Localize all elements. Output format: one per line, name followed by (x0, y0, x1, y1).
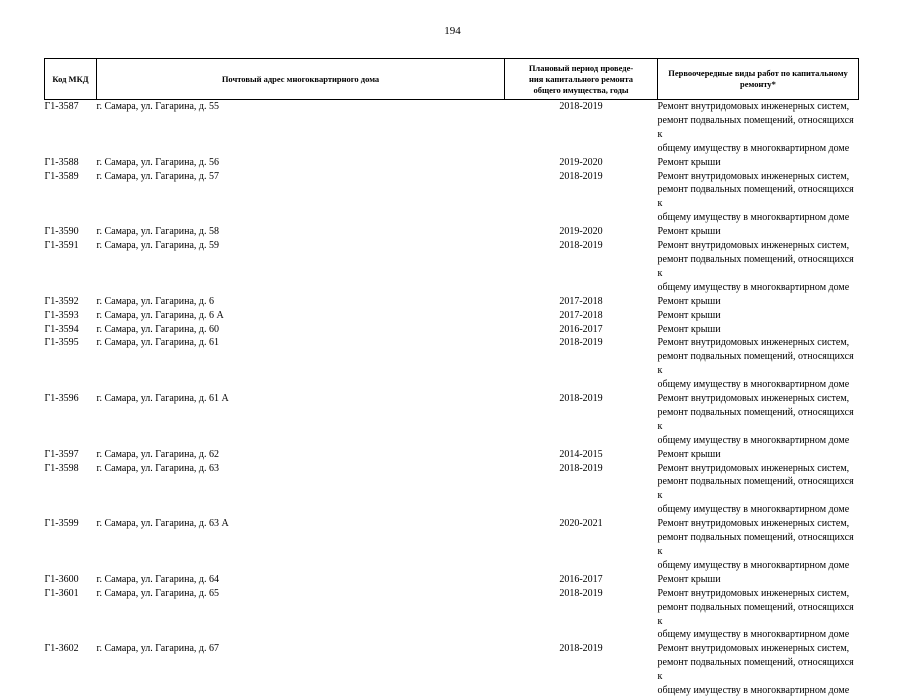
header-period: Плановый период проведе- ния капитального ремонта общего имущества, годы (505, 59, 658, 100)
page-number: 194 (444, 25, 461, 37)
cell-address: г. Самара, ул. Гагарина, д. 65 (96, 587, 220, 599)
cell-address: г. Самара, ул. Гагарина, д. 63 А (96, 518, 229, 530)
table-row (45, 100, 859, 156)
header-works: Первоочередные виды работ по капитальному ремонту* (658, 59, 859, 100)
cell-works: Ремонт внутридомовых инженерных систем, ремонт подвальных помещений, относящихся к общему имуществу в многоквартирном доме (657, 587, 854, 641)
cell-address: г. Самара, ул. Гагарина, д. 6 (96, 295, 215, 307)
cell-period: 2018-2019 (559, 170, 603, 182)
header-address: Почтовый адрес многоквартирного дома (97, 59, 505, 100)
cell-period: 2018-2019 (559, 393, 603, 405)
cell-period: 2020-2021 (559, 518, 603, 530)
cell-address: г. Самара, ул. Гагарина, д. 62 (96, 448, 220, 460)
cell-code: Г1-3590 (44, 226, 79, 238)
cell-code: Г1-3594 (44, 323, 79, 335)
table-row (45, 462, 859, 518)
cell-period: 2017-2018 (559, 295, 603, 307)
table-row (45, 336, 859, 392)
cell-works: Ремонт крыши (657, 295, 721, 307)
cell-code: Г1-3589 (44, 170, 79, 182)
cell-works: Ремонт крыши (657, 573, 721, 585)
cell-period: 2017-2018 (559, 309, 603, 321)
cell-works: Ремонт крыши (657, 448, 721, 460)
repair-schedule-table (44, 58, 859, 698)
table-row (45, 309, 859, 323)
cell-code: Г1-3601 (44, 587, 79, 599)
cell-works: Ремонт внутридомовых инженерных систем, ремонт подвальных помещений, относящихся к общему имуществу в многоквартирном доме (657, 337, 854, 391)
cell-period: 2018-2019 (559, 337, 603, 349)
cell-period: 2016-2017 (559, 323, 603, 335)
cell-code: Г1-3598 (44, 462, 79, 474)
cell-code: Г1-3591 (44, 240, 79, 252)
cell-works: Ремонт внутридомовых инженерных систем, ремонт подвальных помещений, относящихся к общему имуществу в многоквартирном доме (657, 240, 854, 293)
table-row (45, 392, 859, 448)
cell-works: Ремонт внутридомовых инженерных систем, ремонт подвальных помещений, относящихся к общему имуществу в многоквартирном доме (657, 518, 854, 571)
table-row (45, 573, 859, 587)
table-row (45, 239, 859, 295)
table-body (45, 100, 859, 698)
table-row (45, 448, 859, 462)
cell-address: г. Самара, ул. Гагарина, д. 61 А (96, 393, 229, 405)
table-row (45, 295, 859, 309)
cell-works: Ремонт внутридомовых инженерных систем, ремонт подвальных помещений, относящихся к общему имуществу в многоквартирном доме (657, 643, 854, 697)
cell-works: Ремонт внутридомовых инженерных систем, ремонт подвальных помещений, относящихся к общему имуществу в многоквартирном доме (657, 170, 854, 224)
cell-works: Ремонт внутридомовых инженерных систем, ремонт подвальных помещений, относящихся к общему имуществу в многоквартирном доме (657, 393, 854, 446)
cell-address: г. Самара, ул. Гагарина, д. 67 (96, 643, 220, 655)
cell-address: г. Самара, ул. Гагарина, д. 63 (96, 462, 220, 474)
cell-code: Г1-3600 (44, 573, 79, 585)
table-header-row (45, 59, 859, 100)
table-row (45, 170, 859, 226)
cell-code: Г1-3596 (44, 393, 79, 405)
table-row (45, 587, 859, 643)
cell-period: 2019-2020 (559, 226, 603, 238)
cell-works: Ремонт крыши (657, 226, 721, 238)
cell-works: Ремонт крыши (657, 156, 721, 168)
cell-works: Ремонт крыши (657, 323, 721, 335)
cell-period: 2014-2015 (559, 448, 603, 460)
cell-address: г. Самара, ул. Гагарина, д. 56 (96, 156, 220, 168)
cell-code: Г1-3599 (44, 518, 79, 530)
table-row (45, 642, 859, 698)
table-row (45, 156, 859, 170)
cell-period: 2018-2019 (559, 587, 603, 599)
cell-code: Г1-3592 (44, 295, 79, 307)
cell-address: г. Самара, ул. Гагарина, д. 64 (96, 573, 220, 585)
cell-code: Г1-3595 (44, 337, 79, 349)
cell-address: г. Самара, ул. Гагарина, д. 61 (96, 337, 220, 349)
cell-address: г. Самара, ул. Гагарина, д. 55 (96, 101, 220, 112)
cell-works: Ремонт внутридомовых инженерных систем, ремонт подвальных помещений, относящихся к общему имуществу в многоквартирном доме (657, 101, 854, 154)
cell-code: Г1-3602 (44, 643, 79, 655)
cell-address: г. Самара, ул. Гагарина, д. 60 (96, 323, 220, 335)
cell-address: г. Самара, ул. Гагарина, д. 57 (96, 170, 220, 182)
cell-code: Г1-3593 (44, 309, 79, 321)
cell-period: 2019-2020 (559, 156, 603, 168)
cell-period: 2018-2019 (559, 462, 603, 474)
table-row (45, 323, 859, 337)
cell-period: 2018-2019 (559, 101, 603, 112)
cell-address: г. Самара, ул. Гагарина, д. 58 (96, 226, 220, 238)
cell-address: г. Самара, ул. Гагарина, д. 6 А (96, 309, 224, 321)
cell-period: 2018-2019 (559, 643, 603, 655)
cell-address: г. Самара, ул. Гагарина, д. 59 (96, 240, 220, 252)
cell-period: 2016-2017 (559, 573, 603, 585)
cell-code: Г1-3587 (44, 101, 79, 112)
header-code: Код МКД (45, 59, 97, 100)
table-row (45, 517, 859, 573)
cell-code: Г1-3597 (44, 448, 79, 460)
table-row (45, 225, 859, 239)
cell-works: Ремонт внутридомовых инженерных систем, ремонт подвальных помещений, относящихся к общему имуществу в многоквартирном доме (657, 462, 854, 516)
cell-period: 2018-2019 (559, 240, 603, 252)
cell-code: Г1-3588 (44, 156, 79, 168)
cell-works: Ремонт крыши (657, 309, 721, 321)
